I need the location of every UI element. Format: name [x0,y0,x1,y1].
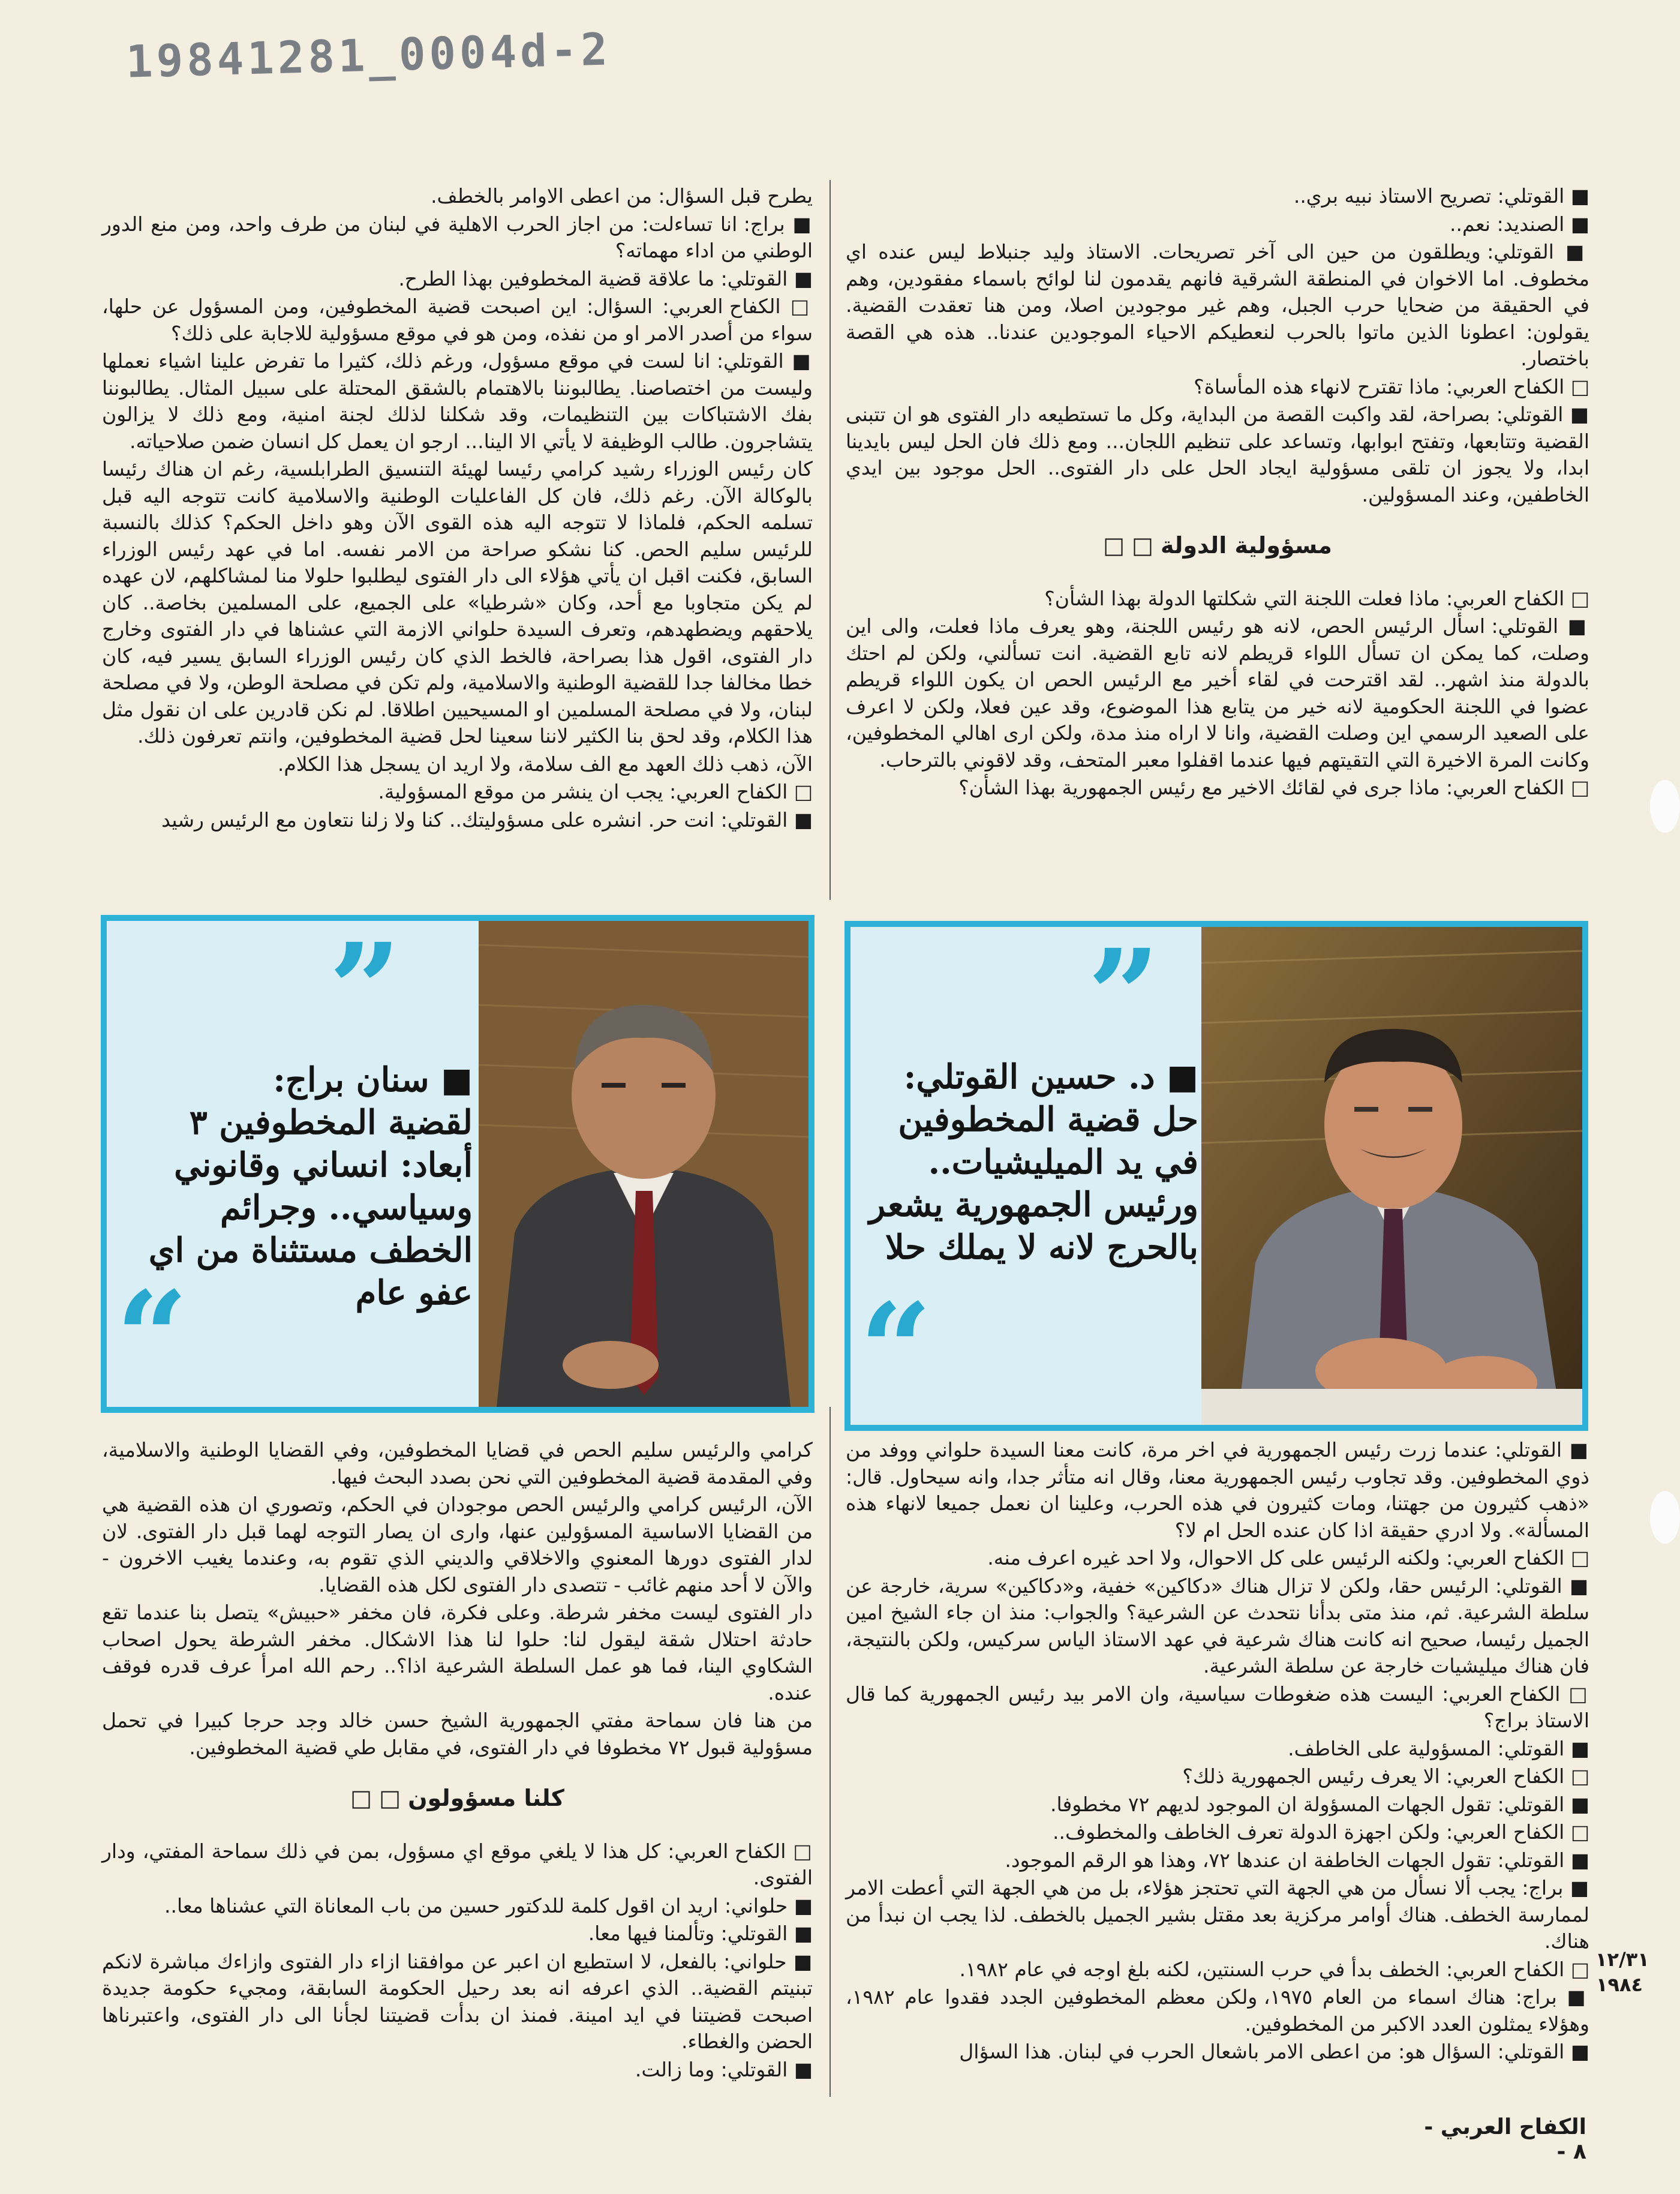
right-column-top [846,183,1589,803]
left-column-top [102,183,813,835]
paragraph: دار الفتوى ليست مخفر شرطة. وعلى فكرة، فان مخفر «حبيش» يتصل بنا عندما تقع حادثة احتلال شقة ليقول لنا: حلوا لنا هذا الاشكال. مخفر الشرطة يحول اصحاب الشكاوي الينا، فما هو عمل السلطة الشرعية اذا؟.. رحم الله امرأ عرف قدره فوقف عنده. [102,1601,813,1704]
paragraph: ■ القوتلي: اسأل الرئيس الحص، لانه هو رئيس اللجنة، وهو يعرف ماذا فعلت، والى اين وصلت، كما يمكن ان تسأل اللواء قريطم لانه تابع القضية. انت تسألني، ولكن لم احتك بالدولة منذ اشهر.. لقد اقترحت في لقاء أخير مع الرئيس الحص ان يكون اللواء قريطم عضوا في اللجنة الحكومية لانه خير من يتابع هذا الموضوع، وقد عين فعلا، ولكن لا اعرف على الصعيد الرسمي اين وصلت القضية، وانا لا اراه منذ مدة، ولكن ارى اهالي المخطوفين، وكانت المرة الاخيرة التي التقيتهم فيها عندما اقفلوا معبر المتحف، وقد لاقوني بالترحاب. [846,613,1589,773]
section-heading: كلنا مسؤولون □ □ [102,1785,813,1812]
paragraph: □ الكفاح العربي: ولكن اجهزة الدولة تعرف الخاطف والمخطوف.. [846,1819,1589,1846]
paragraph: ■ الصنديد: نعم.. [846,211,1589,238]
paragraph: ■ حلواني: اريد ان اقول كلمة للدكتور حسين من باب المعاناة التي عشناها معا.. [102,1893,813,1920]
paragraph: ■ براج: هناك اسماء من العام ١٩٧٥، ولكن معظم المخطوفين الجدد فقدوا عام ١٩٨٢، وهؤلاء يمثلون العدد الاكبر من المخطوفين. [846,1984,1589,2037]
paragraph: □ الكفاح العربي: ماذا جرى في لقائك الاخير مع رئيس الجمهورية بهذا الشأن؟ [846,775,1589,802]
paragraph-group [846,586,1589,802]
square-bullet-icon: ■ [429,1060,473,1100]
page-footer: الكفاح العربي - ٨ - [1424,2115,1586,2164]
photo-kouatly [1201,927,1582,1425]
paragraph: ■ القوتلي: الرئيس حقا، ولكن لا تزال هناك «دكاكين» خفية، و«دكاكين» سرية، خارجة عن سلطة الشرعية. ثم، منذ متى بدأنا نتحدث عن الشرعية؟ والجواب: منذ ان جاء الشيخ امين الجميل رئيسا، صحيح انه كانت هناك شرعية في عهد الاستاذ الياس سركيس، ولكن بالنتيجة، فان هناك ميليشيات خارجة عن سلطة الشرعية. [846,1573,1589,1680]
paragraph: ■ القوتلي: بصراحة، لقد واكبت القصة من البداية، وكل ما تستطيعه دار الفتوى هو ان تتبنى القضية وتتابعها، وتفتح ابوابها، وتساعد على تنظيم اللجان... ومع ذلك فان الحل ليس بايدينا ابدا، ولا يجوز ان تلقى مسؤولية ايجاد الحل على دار الفتوى.. الحل موجود بين ايدي الخاطفين، وعند المسؤولين. [846,401,1589,508]
paragraph: ■ القوتلي: السؤال هو: من اعطى الامر باشعال الحرب في لبنان. هذا السؤال [846,2039,1589,2066]
pull-quote-right [862,1056,1198,1269]
paragraph: ■ القوتلي: وما زالت. [102,2057,813,2084]
photo-kouatly-image [1201,927,1582,1425]
paragraph-group [102,1838,813,2084]
quote-speaker: سنان براج: [273,1060,429,1100]
paragraph: ■ القوتلي: المسؤولية على الخاطف. [846,1736,1589,1763]
paragraph: كان رئيس الوزراء رشيد كرامي رئيسا لهيئة التنسيق الطرابلسية، رغم ان هناك رئيسا بالوكالة الآن. رغم ذلك، فان كل الفاعليات الوطنية والاسلامية كانت تتوجه اليه قبل تسلمه الحكم، فلماذا لا تتوجه اليه هذه القوى الآن وهو داخل الحكم؟ كذلك بالنسبة للرئيس سليم الحص. كنا نشكو صراحة من الامر نفسه. اما في عهد رئيس الوزراء السابق، فكنت اقبل ان يأتي هؤلاء الى دار الفتوى ليطلبوا حلولا منا لمشاكلهم، لان عهده لم يكن متجاوبا مع أحد، وكان «شرطيا» على الجميع، على المسلمين بخاصة.. كان يلاحقهم ويضطهدهم، وتعرف السيدة حلواني الازمة التي عشناها في دار الفتوى وخارج دار الفتوى، اقول هذا بصراحة، فالخط الذي كان رئيس الوزراء السابق يسير فيه، كان خطا مخالفا جدا للقضية الوطنية والاسلامية، ولم تكن في مصلحة الوطن، ولا في مصلحة لبنان، ولا في مصلحة المسلمين او المسيحيين اطلاقا. لم نكن قادرين على ان نقول مثل هذا الكلام، وقد لحق بنا الكثير لاننا سعينا لحل قضية المخطوفين، وانتم تعرفون ذلك. [102,457,813,748]
paragraph: ■ القوتلي: ما علاقة قضية المخطوفين بهذا الطرح. [102,266,813,293]
paragraph: ■ القوتلي: عندما زرت رئيس الجمهورية في اخر مرة، كانت معنا السيدة حلواني ووفد من ذوي المخطوفين. وقد تجاوب رئيس الجمهورية معنا، وقال انه متأثر جدا، وانه سيحاول. قال: «ذهب كثيرون من جهتنا، ومات كثيرون في هذه الحرب، وعلينا ان نعمل جميعا لانهاء هذه المسألة». ولا ادري حقيقة اذا كان عنده الحل ام لا؟ [846,1437,1589,1544]
square-bullet-icon: ■ [1155,1057,1198,1097]
paragraph: □ الكفاح العربي: اليست هذه ضغوطات سياسية، وان الامر بيد رئيس الجمهورية كما قال الاستاذ براج؟ [846,1681,1589,1734]
paragraph: ■ حلواني: بالفعل، لا استطيع ان اعبر عن موافقنا ازاء دار الفتوى وازاءك مباشرة لانكم تبنيتم القضية.. الذي اعرفه انه بعد رحيل الحكومة السابقة، ومجيء حكومة جديدة اصبحت قضيتنا في ايد امينة. فمنذ ان بدأت قضيتنا لجأنا الى دار الفتوى، واعتبرناها الحضن والغطاء. [102,1949,813,2055]
paragraph: الآن، الرئيس كرامي والرئيس الحص موجودان في الحكم، وتصوري ان هذه القضية هي من القضايا الاساسية المسؤولين عنها، وارى ان يصار التوجه لهما قبل دار الفتوى. لان لدار الفتوى دورها المعنوي والاخلاقي والديني الذي تقوم به، وعندما يغيب الاخرون - والآن لا أحد منهم غائب - تتصدى دار الفتوى لكل هذه القضايا. [102,1493,813,1596]
punch-hole [1650,1491,1680,1544]
paragraph-group [846,1437,1589,2066]
quote-text: لقضية المخطوفين ٣ أبعاد: انساني وقانوني وسياسي.. وجرائم الخطف مستثناة من اي عفو عام [148,1103,473,1313]
left-column-bottom [102,1437,813,2084]
paragraph: ■ القوتلي: تقول الجهات الخاطفة ان عندها ٧٢، وهذا هو الرقم الموجود. [846,1847,1589,1874]
paragraph: □ الكفاح العربي: يجب ان ينشر من موقع المسؤولية. [102,779,813,806]
paragraph: كرامي والرئيس سليم الحص في قضايا المخطوفين، وفي القضايا الوطنية والاسلامية، وفي المقدمة قضية المخطوفين التي نحن بصدد البحث فيها. [102,1438,813,1488]
archive-stamp: 19841281_0004d-2 [125,23,612,88]
column-divider [830,180,831,900]
section-heading: مسؤولية الدولة □ □ [846,532,1589,559]
paragraph: ■ القوتلي: ويطلقون من حين الى آخر تصريحات. الاستاذ وليد جنبلاط ليس عنده اي مخطوف. اما الاخوان في المنطقة الشرقية فانهم يقدمون لنا لوائح باسماء مفقودين، وهم في الحقيقة من ضحايا حرب الجبل، وهم غير موجودين اصلا، ومن هنا تعقدت القضية. يقولون: اعطونا الذين ماتوا بالحرب لنعطيكم الاحياء الموجودين عندنا.. هذه هي القصة باختصار. [846,239,1589,373]
paragraph: ■ براج: انا تساءلت: من اجاز الحرب الاهلية في لبنان من طرف واحد، ومن منع الدور الوطني من اداء مهماته؟ [102,211,813,265]
open-quote-icon: ” [1087,922,1160,1070]
paragraph-group [102,1437,813,1761]
quote-text: حل قضية المخطوفين في يد الميليشيات.. ورئيس الجمهورية يشعر بالحرج لانه لا يملك حلا [869,1100,1198,1267]
issue-date-day: ١٢/٣١ [1595,1948,1649,1971]
open-quote-icon: ” [329,916,401,1064]
paragraph-group [102,183,813,833]
photo-barraj-image [479,921,809,1407]
quote-speaker: د. حسين القوتلي: [903,1057,1155,1097]
paragraph: ■ القوتلي: تصريح الاستاذ نبيه بري.. [846,183,1589,210]
close-quote-icon: “ [116,1263,188,1412]
paragraph: □ الكفاح العربي: الخطف بدأ في حرب السنتين، لكنه بلغ اوجه في عام ١٩٨٢. [846,1956,1589,1983]
paragraph: □ الكفاح العربي: الا يعرف رئيس الجمهورية ذلك؟ [846,1763,1589,1790]
issue-date [1595,1947,1649,1997]
paragraph: □ الكفاح العربي: ماذا فعلت اللجنة التي شكلتها الدولة بهذا الشأن؟ [846,586,1589,613]
paragraph: □ الكفاح العربي: كل هذا لا يلغي موقع اي مسؤول، بمن في ذلك سماحة المفتي، ودار الفتوى. [102,1838,813,1892]
photo-barraj [479,921,809,1407]
paragraph: □ الكفاح العربي: ماذا تقترح لانهاء هذه المأساة؟ [846,374,1589,401]
close-quote-icon: “ [859,1275,932,1424]
punch-hole [1650,780,1680,833]
paragraph: ■ القوتلي: تقول الجهات المسؤولة ان الموجود لديهم ٧٢ مخطوفا. [846,1791,1589,1818]
pull-quote-box-right [844,921,1588,1431]
right-column-bottom [846,1437,1589,2067]
paragraph: من هنا فان سماحة مفتي الجمهورية الشيخ حسن خالد وجد حرجا كبيرا في تحمل مسؤولية قبول ٧٢ مخطوفا في دار الفتوى، في مقابل طي قضية المخطوفين. [102,1709,813,1759]
paragraph: الآن، ذهب ذلك العهد مع الف سلامة، ولا اريد ان يسجل هذا الكلام. [277,752,813,776]
paragraph: ■ براج: يجب ألا نسأل من هي الجهة التي تحتجز هؤلاء، بل من هي الجهة التي أعطت الامر لممارسة الخطف. هناك أوامر مركزية بعد مقتل بشير الجميل بالخطف. لذا يجب ان نبدأ من هناك. [846,1875,1589,1955]
paragraph: يطرح قبل السؤال: من اعطى الاوامر بالخطف. [431,184,813,208]
paragraph: ■ القوتلي: انا لست في موقع مسؤول، ورغم ذلك، كثيرا ما تفرض علينا اشياء نعملها وليست من اختصاصنا. يطالبوننا بالاهتمام بالشقق المحتلة على سبيل المثال. يطالبوننا بفك الاشتباكات بين التنظيمات، وقد شكلنا لذلك لجنة امنية، ومع ذلك لا يزالون يتشاجرون. طالب الوظيفة لا يأتي الا الينا... ارجو ان يعمل كل انسان ضمن صلاحياته. [102,348,813,455]
paragraph: ■ القوتلي: انت حر. انشره على مسؤوليتك.. كنا ولا زلنا نتعاون مع الرئيس رشيد [102,807,813,834]
pull-quote-box-left [101,915,815,1413]
issue-date-year: ١٩٨٤ [1595,1973,1643,1996]
paragraph-group [846,183,1589,508]
paragraph: □ الكفاح العربي: السؤال: اين اصبحت قضية المخطوفين، ومن المسؤول عن حلها، سواء من أصدر الامر او من نفذه، ومن هو في موقع مسؤولية للاجابة على ذلك؟ [102,293,813,347]
paragraph: □ الكفاح العربي: ولكنه الرئيس على كل الاحوال، ولا احد غيره اعرف منه. [846,1545,1589,1572]
paragraph: ■ القوتلي: وتألمنا فيها معا. [102,1920,813,1947]
column-divider [830,1407,831,2097]
